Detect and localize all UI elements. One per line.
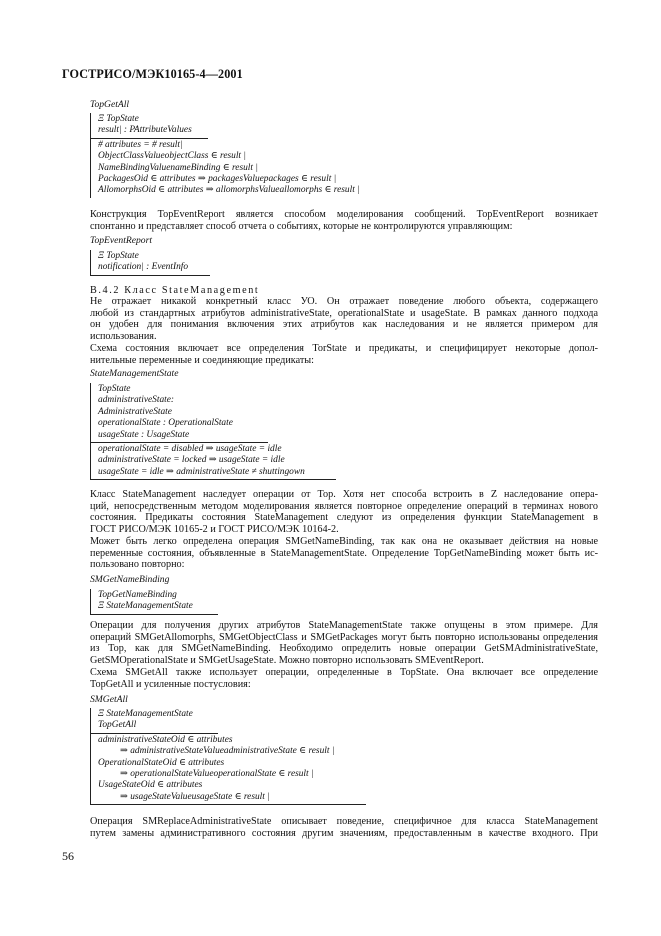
schema-topeventreport: [90, 250, 210, 276]
text-line: ций, непосредственным методом моделирования является повторное определение операций в терминах нового: [90, 500, 598, 512]
pred-line: PackagesOid ∈ attributes ⇒ packagesValuepackages ∈ result |: [98, 174, 337, 185]
pred-line: # attributes = # result|: [98, 139, 183, 150]
text-line: из Top, как для SMGetNameBinding. Необходимо определить новые операции GetSMAdministrativeState,: [90, 643, 598, 655]
schema-predicates: [90, 734, 366, 805]
text-line: использования.: [90, 330, 157, 342]
decl-line: Ξ TopState: [98, 251, 139, 261]
text-line: Не отражает никакой конкретный класс УО. Он отражает поведение любого объекта, содержащего: [90, 296, 598, 307]
schema-title-statemanagementstate: StateManagementState: [90, 368, 179, 379]
pred-line: AllomorphsOid ∈ attributes ⇒ allomorphsValueallomorphs ∈ result |: [98, 185, 360, 196]
paragraph-smgetall: [90, 667, 598, 690]
decl-line: Ξ TopState: [98, 114, 139, 124]
pred-line: NameBindingValuenameBinding ∈ result |: [98, 162, 258, 173]
text-line: TopGetAll и усиленные постусловия:: [90, 678, 251, 690]
schema-declarations: [90, 589, 218, 615]
decl-line: TopGetNameBinding: [98, 590, 177, 600]
text-line: Конструкция TopEventReport является способом моделирования сообщений. TopEventReport возникает: [90, 209, 598, 220]
schema-title-smgetnamebinding: SMGetNameBinding: [90, 574, 170, 585]
text-line: ГОСТ РИСО/МЭК 10165-2 и ГОСТ РИСО/МЭК 10164-2.: [90, 523, 339, 535]
section-heading: В.4.2 Класс StateManagement: [90, 285, 260, 296]
schema-statemanagementstate: [90, 383, 336, 480]
text-line: операций SMGetAllomorphs, SMGetObjectClass и SMGetPackages могут быть повторно использованы определения: [90, 631, 598, 643]
pred-line: UsageStateOid ∈ attributes: [98, 780, 203, 791]
schema-smgetall: [90, 708, 366, 805]
paragraph-state-schema: [90, 343, 598, 366]
schema-predicates: [90, 139, 381, 198]
schema-declarations: [90, 383, 268, 443]
text-line: переменные состояния, объявленные в StateManagementState. Определение TopGetNameBinding может быть ис-: [90, 547, 598, 559]
pred-line: ⇒ usageStateValueusageState ∈ result |: [120, 791, 270, 802]
schema-declarations: [90, 113, 208, 139]
pred-line: ObjectClassValueobjectClass ∈ result |: [98, 151, 246, 162]
text-line: пользовано повторно:: [90, 559, 185, 571]
pred-line: ⇒ administrativeStateValueadministrativeState ∈ result |: [120, 746, 335, 757]
schema-topgetall: [90, 113, 390, 198]
schema-smgetnamebinding: [90, 589, 218, 615]
text-line: Класс StateManagement наследует операции от Top. Хотя нет способа встроить в Z наследование опера-: [90, 489, 598, 500]
pred-line: operationalState = disabled ⇒ usageState = idle: [98, 444, 282, 455]
decl-line: operationalState : OperationalState: [98, 418, 233, 429]
pred-line: usageState = idle ⇒ administrativeState ≠ shuttingown: [98, 466, 305, 477]
decl-line: result| : PAttributeValues: [98, 125, 192, 136]
decl-line: notification| : EventInfo: [98, 262, 189, 273]
schema-title-smgetall: SMGetAll: [90, 694, 128, 705]
page-number: 56: [62, 849, 74, 863]
text-line: Операции для получения других атрибутов StateManagementState также опущены в этом примере. Для: [90, 620, 598, 631]
decl-line: AdministrativeState: [98, 406, 172, 417]
text-line: нительные переменные и соединяющие предикаты:: [90, 354, 314, 366]
text-line: Может быть легко определена операция SMGetNameBinding, так как она не оказывает действия на новые: [90, 536, 598, 547]
text-line: GetSMOperationalState и SMGetUsageState. Можно повторно использовать SMEventReport.: [90, 654, 484, 666]
decl-line: usageState : UsageState: [98, 429, 190, 440]
schema-title-topeventreport: TopEventReport: [90, 235, 152, 246]
decl-line: Ξ StateManagementState: [98, 601, 193, 612]
paragraph-smreplace: [90, 816, 598, 839]
paragraph-other-operations: [90, 620, 598, 666]
pred-line: ⇒ operationalStateValueoperationalState ∈ result |: [120, 769, 314, 780]
text-line: спонтанно и представляет способ отчета о событиях, которые не контролируются управляющим:: [90, 220, 513, 232]
decl-line: TopGetAll: [98, 720, 137, 731]
text-line: Схема SMGetAll также использует операции, определенные в TopState. Она включает все определение: [90, 667, 598, 678]
text-line: он удобен для понимания включения этих атрибутов как наследования и не является примером для: [90, 319, 598, 331]
pred-line: OperationalStateOid ∈ attributes: [98, 757, 225, 768]
schema-predicates: [90, 443, 336, 480]
paragraph-statemanagement-intro: [90, 296, 598, 342]
text-line: любой из стандартных атрибутов administrativeState, operationalState и usageState. В рамках данного подхода: [90, 307, 598, 319]
schema-declarations: [90, 250, 210, 276]
text-line: состояния. Предикаты состояния StateManagement следуют из определения функции StateManagement в: [90, 512, 598, 524]
pred-line: administrativeState = locked ⇒ usageState = idle: [98, 455, 285, 466]
text-line: путем замены административного состояния другим значениям, предоставленным в качестве входного. При: [90, 827, 598, 839]
text-line: Схема состояния включает все определения TorState и предикаты, и специфицирует некоторые допол-: [90, 343, 598, 354]
schema-title-topgetall: TopGetAll: [90, 99, 130, 110]
paragraph-topeventreport: [90, 209, 598, 232]
decl-line: Ξ StateManagementState: [98, 709, 193, 719]
page-header: ГОСТРИСО/МЭК10165-4—2001: [62, 67, 243, 81]
pred-line: administrativeStateOid ∈ attributes: [98, 734, 233, 745]
paragraph-inheritance: [90, 489, 598, 535]
decl-line: TopState: [98, 384, 131, 394]
paragraph-getnamebinding: [90, 536, 598, 571]
text-line: Операция SMReplaceAdministrativeState описывает поведение, специфичное для класса StateManagement: [90, 816, 598, 827]
decl-line: administrativeState:: [98, 395, 175, 406]
schema-declarations: [90, 708, 218, 734]
